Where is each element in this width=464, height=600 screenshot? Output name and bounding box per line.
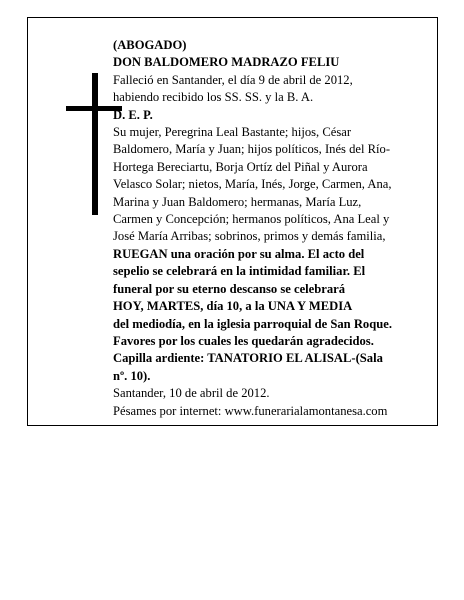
notice-line: Carmen y Concepción; hermanos políticos, Ana Leal y: [113, 212, 390, 227]
notice-line: Pésames por internet: www.funerarialamontanesa.com: [113, 403, 388, 418]
notice-line: nº. 10).: [113, 368, 151, 383]
notice-line: HOY, MARTES, día 10, a la UNA Y MEDIA: [113, 299, 353, 314]
notice-line: (ABOGADO): [113, 38, 187, 52]
notice-line: Favores por los cuales les quedarán agradecidos.: [113, 333, 374, 348]
notice-line: Falleció en Santander, el día 9 de abril de 2012,: [113, 72, 353, 87]
notice-text: [113, 37, 433, 420]
notice-line: Marina y Juan Baldomero; hermanas, María Luz,: [113, 194, 362, 209]
notice-line: Santander, 10 de abril de 2012.: [113, 386, 270, 401]
notice-line: D. E. P.: [113, 107, 153, 122]
notice-line: Velasco Solar; nietos, María, Inés, Jorge, Carmen, Ana,: [113, 177, 392, 192]
notice-line: sepelio se celebrará en la intimidad familiar. El: [113, 264, 366, 279]
notice-line: habiendo recibido los SS. SS. y la B. A.: [113, 90, 314, 105]
deceased-name: DON BALDOMERO MADRAZO FELIU: [113, 55, 340, 70]
notice-line: Baldomero, María y Juan; hijos políticos, Inés del Río-: [113, 142, 391, 157]
notice-line: José María Arribas; sobrinos, primos y demás familia,: [113, 229, 386, 244]
notice-line: RUEGAN una oración por su alma. El acto del: [113, 246, 365, 261]
notice-line: Capilla ardiente: TANATORIO EL ALISAL-(Sala: [113, 351, 383, 366]
notice-line: funeral por su eterno descanso se celebrará: [113, 281, 346, 296]
notice-line: del mediodía, en la iglesia parroquial de San Roque.: [113, 316, 392, 331]
notice-line: Su mujer, Peregrina Leal Bastante; hijos, César: [113, 125, 352, 140]
cross-icon: [92, 73, 98, 215]
notice-line: Hortega Bereciartu, Borja Ortíz del Piñal y Aurora: [113, 159, 368, 174]
